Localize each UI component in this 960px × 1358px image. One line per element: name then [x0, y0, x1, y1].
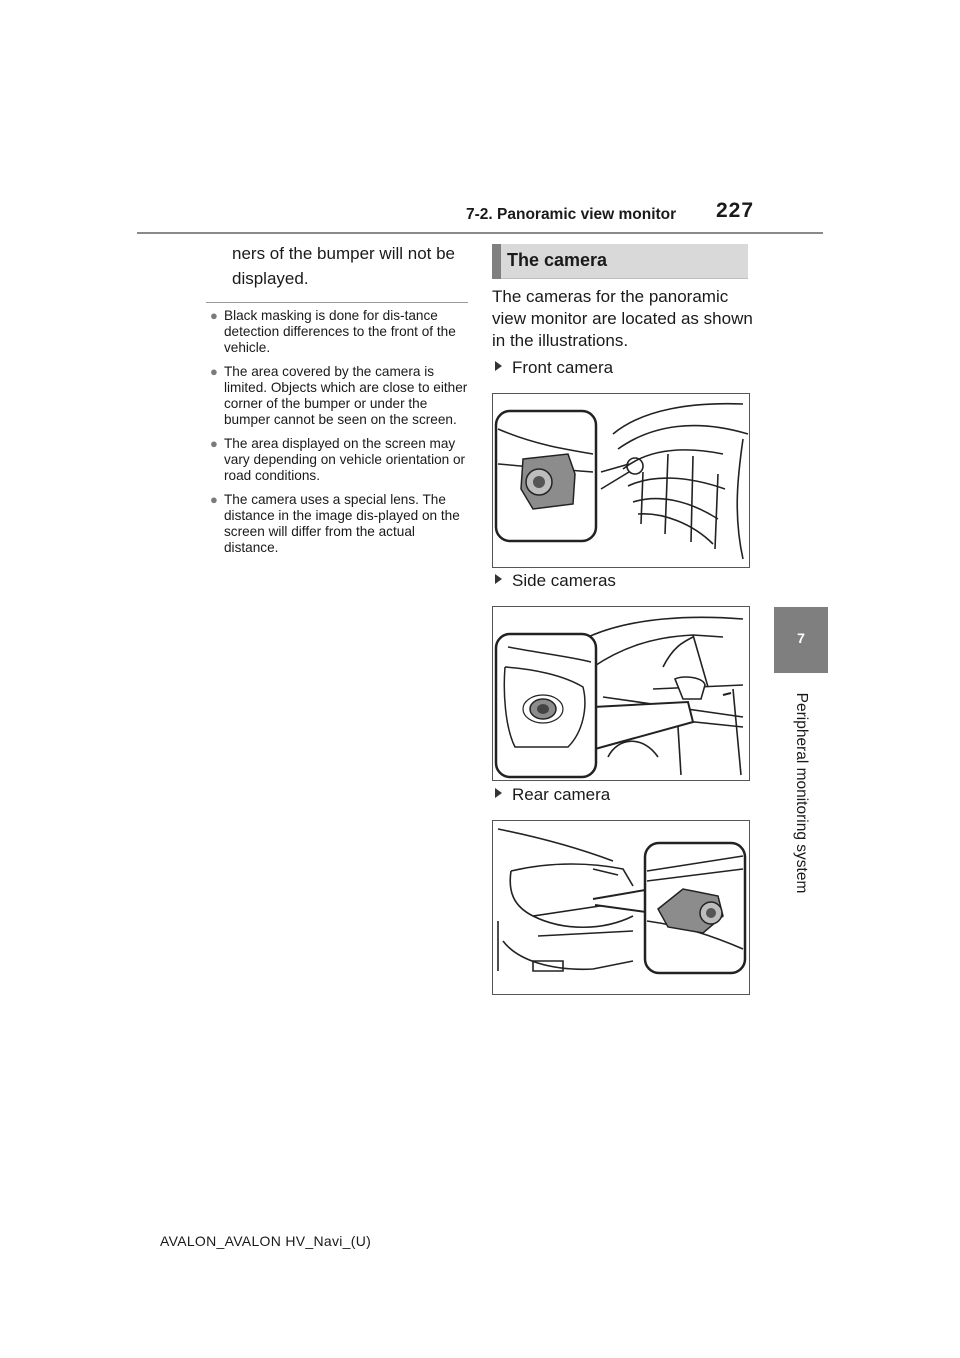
notes-list: [210, 308, 472, 564]
rear-camera-heading: [495, 785, 610, 805]
note-text: The camera uses a special lens. The distance in the image dis-played on the screen will differ from the actual distance.: [224, 492, 460, 555]
front-camera-heading: [495, 358, 613, 378]
bullet-icon: ●: [210, 364, 218, 379]
intro-paragraph: The cameras for the panoramic view monitor are located as shown in the illustrations.: [492, 287, 753, 350]
side-cameras-label: Side cameras: [512, 571, 616, 590]
rear-camera-illustration: [492, 820, 750, 995]
heading-accent-bar: [492, 244, 501, 279]
section-heading: The camera: [507, 250, 608, 270]
note-item: [210, 364, 472, 428]
note-text: The area covered by the camera is limited. Objects which are close to either corner of the bumper or under the bumper cannot be seen on the screen.: [224, 364, 468, 427]
note-item: [210, 436, 472, 484]
front-camera-illustration: [492, 393, 750, 568]
chapter-label-text: Peripheral monitoring system: [793, 692, 810, 894]
bullet-icon: ●: [210, 308, 218, 323]
bullet-icon: ●: [210, 492, 218, 507]
section-title: 7-2. Panoramic view monitor: [466, 206, 677, 223]
note-text: Black masking is done for dis-tance detection differences to the front of the vehicle.: [224, 308, 456, 355]
side-camera-illustration: [492, 606, 750, 781]
note-item: [210, 492, 472, 556]
continued-text: ners of the bumper will not be displayed.: [232, 244, 456, 288]
note-item: [210, 308, 472, 356]
chapter-number: 7: [797, 630, 805, 646]
triangle-bullet-icon: [495, 361, 502, 371]
front-camera-label: Front camera: [512, 358, 614, 377]
bullet-icon: ●: [210, 436, 218, 451]
notes-divider: [206, 302, 468, 303]
side-cameras-heading: [495, 571, 616, 591]
header-rule: [137, 232, 823, 234]
rear-camera-label: Rear camera: [512, 785, 611, 804]
note-text: The area displayed on the screen may vary depending on vehicle orientation or road conditions.: [224, 436, 466, 483]
triangle-bullet-icon: [495, 574, 502, 584]
page-number: 227: [716, 199, 755, 222]
triangle-bullet-icon: [495, 788, 502, 798]
footer-model-code: AVALON_AVALON HV_Navi_(U): [160, 1233, 372, 1249]
